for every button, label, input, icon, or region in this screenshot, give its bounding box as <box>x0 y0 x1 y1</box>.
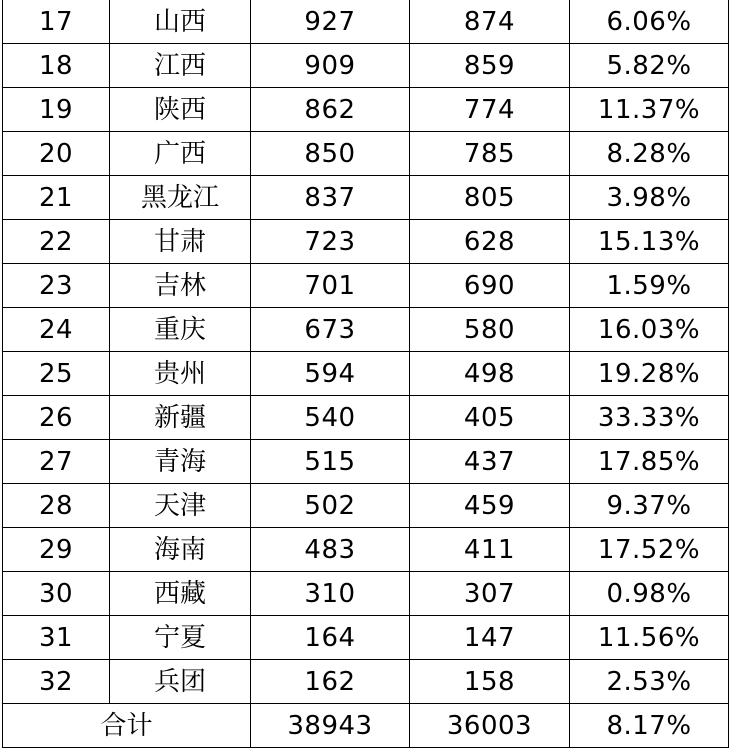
region-cell: 甘肃 <box>110 220 251 264</box>
value-a-cell: 701 <box>251 264 410 308</box>
region-cell: 贵州 <box>110 352 251 396</box>
rank-cell: 19 <box>3 88 110 132</box>
rank-cell: 18 <box>3 44 110 88</box>
value-a-cell: 515 <box>251 440 410 484</box>
table-row <box>3 132 729 176</box>
value-b-cell: 859 <box>410 44 570 88</box>
value-b-cell: 437 <box>410 440 570 484</box>
value-a-cell: 927 <box>251 0 410 44</box>
value-b-cell: 690 <box>410 264 570 308</box>
value-b-cell: 805 <box>410 176 570 220</box>
total-value-a: 38943 <box>251 704 410 748</box>
table-row <box>3 88 729 132</box>
growth-cell: 17.85% <box>570 440 729 484</box>
growth-cell: 2.53% <box>570 660 729 704</box>
table-row <box>3 176 729 220</box>
table-row <box>3 352 729 396</box>
table-body <box>3 0 729 748</box>
growth-cell: 0.98% <box>570 572 729 616</box>
growth-cell: 5.82% <box>570 44 729 88</box>
region-cell: 天津 <box>110 484 251 528</box>
region-cell: 西藏 <box>110 572 251 616</box>
table-row <box>3 484 729 528</box>
growth-cell: 9.37% <box>570 484 729 528</box>
total-value-b: 36003 <box>410 704 570 748</box>
rank-cell: 22 <box>3 220 110 264</box>
total-label: 合计 <box>3 704 251 748</box>
value-a-cell: 909 <box>251 44 410 88</box>
rank-cell: 23 <box>3 264 110 308</box>
growth-cell: 19.28% <box>570 352 729 396</box>
value-b-cell: 785 <box>410 132 570 176</box>
value-b-cell: 874 <box>410 0 570 44</box>
rank-cell: 20 <box>3 132 110 176</box>
table-row <box>3 44 729 88</box>
growth-cell: 11.56% <box>570 616 729 660</box>
value-b-cell: 147 <box>410 616 570 660</box>
region-cell: 海南 <box>110 528 251 572</box>
table-row <box>3 660 729 704</box>
region-cell: 广西 <box>110 132 251 176</box>
rank-cell: 32 <box>3 660 110 704</box>
value-b-cell: 628 <box>410 220 570 264</box>
region-cell: 黑龙江 <box>110 176 251 220</box>
growth-cell: 17.52% <box>570 528 729 572</box>
table-row <box>3 308 729 352</box>
data-table <box>2 0 729 748</box>
value-b-cell: 459 <box>410 484 570 528</box>
rank-cell: 17 <box>3 0 110 44</box>
value-a-cell: 164 <box>251 616 410 660</box>
growth-cell: 3.98% <box>570 176 729 220</box>
rank-cell: 21 <box>3 176 110 220</box>
region-cell: 新疆 <box>110 396 251 440</box>
value-a-cell: 310 <box>251 572 410 616</box>
value-a-cell: 162 <box>251 660 410 704</box>
region-cell: 山西 <box>110 0 251 44</box>
table-row <box>3 0 729 44</box>
value-b-cell: 307 <box>410 572 570 616</box>
table-row <box>3 528 729 572</box>
value-b-cell: 405 <box>410 396 570 440</box>
value-a-cell: 673 <box>251 308 410 352</box>
region-cell: 吉林 <box>110 264 251 308</box>
value-a-cell: 723 <box>251 220 410 264</box>
value-b-cell: 411 <box>410 528 570 572</box>
rank-cell: 25 <box>3 352 110 396</box>
value-a-cell: 862 <box>251 88 410 132</box>
table-row <box>3 616 729 660</box>
region-cell: 兵团 <box>110 660 251 704</box>
growth-cell: 6.06% <box>570 0 729 44</box>
value-b-cell: 158 <box>410 660 570 704</box>
total-growth: 8.17% <box>570 704 729 748</box>
growth-cell: 8.28% <box>570 132 729 176</box>
value-a-cell: 850 <box>251 132 410 176</box>
table-row <box>3 572 729 616</box>
value-b-cell: 580 <box>410 308 570 352</box>
region-cell: 青海 <box>110 440 251 484</box>
rank-cell: 24 <box>3 308 110 352</box>
growth-cell: 15.13% <box>570 220 729 264</box>
value-a-cell: 837 <box>251 176 410 220</box>
value-a-cell: 502 <box>251 484 410 528</box>
table-row <box>3 220 729 264</box>
rank-cell: 27 <box>3 440 110 484</box>
value-a-cell: 483 <box>251 528 410 572</box>
value-b-cell: 774 <box>410 88 570 132</box>
rank-cell: 29 <box>3 528 110 572</box>
rank-cell: 26 <box>3 396 110 440</box>
growth-cell: 1.59% <box>570 264 729 308</box>
region-cell: 江西 <box>110 44 251 88</box>
region-cell: 陕西 <box>110 88 251 132</box>
region-cell: 宁夏 <box>110 616 251 660</box>
total-row <box>3 704 729 748</box>
growth-cell: 11.37% <box>570 88 729 132</box>
value-b-cell: 498 <box>410 352 570 396</box>
rank-cell: 30 <box>3 572 110 616</box>
table-row <box>3 396 729 440</box>
rank-cell: 28 <box>3 484 110 528</box>
rank-cell: 31 <box>3 616 110 660</box>
table-row <box>3 440 729 484</box>
value-a-cell: 540 <box>251 396 410 440</box>
table-row <box>3 264 729 308</box>
growth-cell: 33.33% <box>570 396 729 440</box>
value-a-cell: 594 <box>251 352 410 396</box>
growth-cell: 16.03% <box>570 308 729 352</box>
region-cell: 重庆 <box>110 308 251 352</box>
